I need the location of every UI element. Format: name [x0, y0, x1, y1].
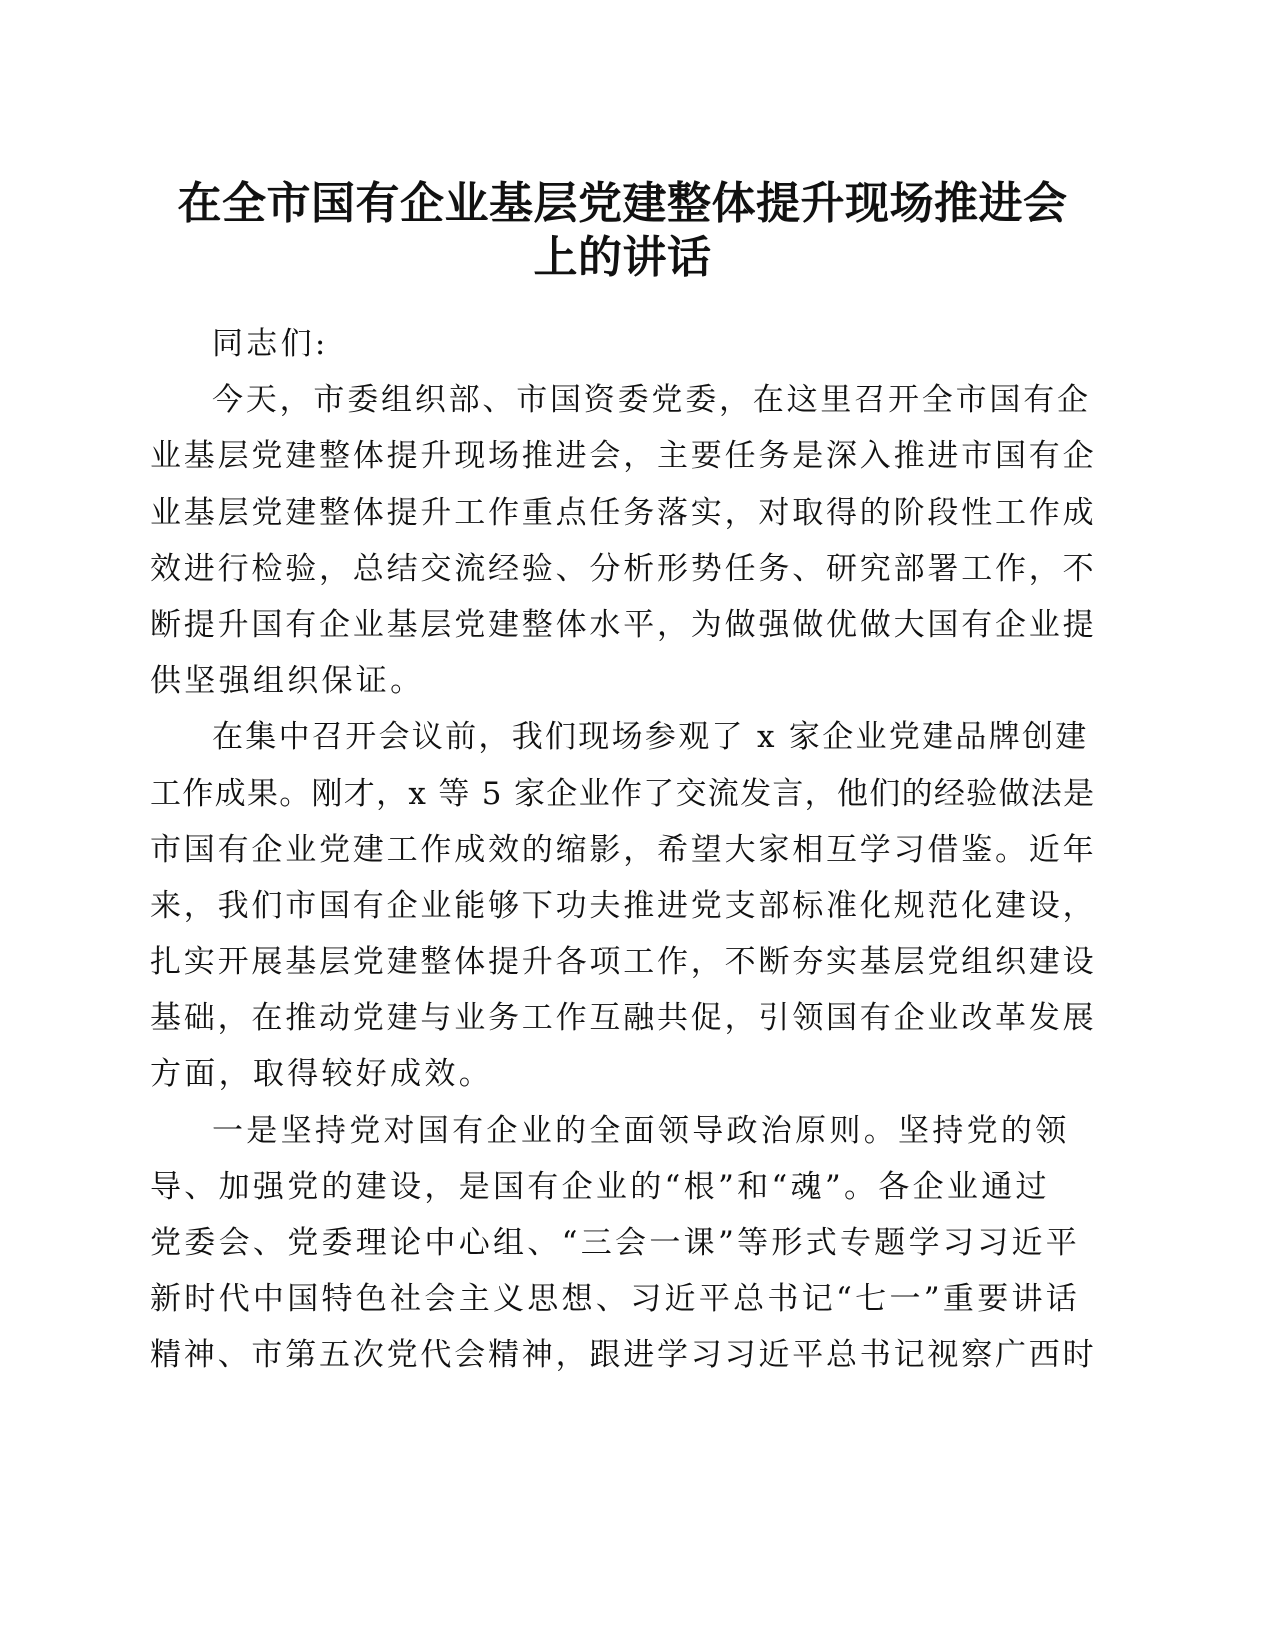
paragraph-line: 新时代中国特色社会主义思想、习近平总书记“七一”重要讲话	[150, 1281, 1081, 1318]
paragraph-opening	[150, 372, 1095, 709]
paragraph-site-visit	[150, 709, 1095, 1102]
paragraph-line: 导、加强党的建设，是国有企业的“根”和“魂”。各企业通过	[150, 1168, 1050, 1205]
paragraph-line: 工作成果。刚才，x 等 5 家企业作了交流发言，他们的经验做法是	[150, 775, 1096, 812]
paragraph-line: 断提升国有企业基层党建整体水平，为做强做优做大国有企业提	[150, 606, 1097, 643]
paragraph-line: 今天，市委组织部、市国资委党委，在这里召开全市国有企	[212, 382, 1091, 419]
paragraph-line: 方面，取得较好成效。	[150, 1056, 493, 1093]
document-body	[150, 316, 1095, 1384]
document-title-line-2: 上的讲话	[533, 232, 712, 283]
paragraph-line: 业基层党建整体提升现场推进会，主要任务是深入推进市国有企	[150, 438, 1097, 475]
paragraph-line: 来，我们市国有企业能够下功夫推进党支部标准化规范化建设，	[150, 887, 1097, 924]
document-title-line-1: 在全市国有企业基层党建整体提升现场推进会	[177, 178, 1068, 229]
paragraph-line: 扎实开展基层党建整体提升各项工作，不断夯实基层党组织建设	[150, 944, 1097, 981]
paragraph-line: 效进行检验，总结交流经验、分析形势任务、研究部署工作，不	[150, 550, 1097, 587]
salutation: 同志们:	[212, 326, 329, 362]
paragraph-point-one	[150, 1103, 1095, 1384]
paragraph-line: 一是坚持党对国有企业的全面领导政治原则。坚持党的领	[212, 1112, 1070, 1149]
paragraph-line: 党委会、党委理论中心组、“三会一课”等形式专题学习习近平	[150, 1225, 1081, 1261]
paragraph-line: 业基层党建整体提升工作重点任务落实，对取得的阶段性工作成	[150, 494, 1097, 531]
paragraph-line: 供坚强组织保证。	[150, 663, 425, 700]
paragraph-line: 市国有企业党建工作成效的缩影，希望大家相互学习借鉴。近年	[150, 831, 1097, 868]
paragraph-line: 在集中召开会议前，我们现场参观了 x 家企业党建品牌创建	[212, 719, 1089, 756]
paragraph-line: 基础，在推动党建与业务工作互融共促，引领国有企业改革发展	[150, 1000, 1097, 1037]
paragraph-line: 精神、市第五次党代会精神，跟进学习习近平总书记视察广西时	[150, 1337, 1097, 1374]
